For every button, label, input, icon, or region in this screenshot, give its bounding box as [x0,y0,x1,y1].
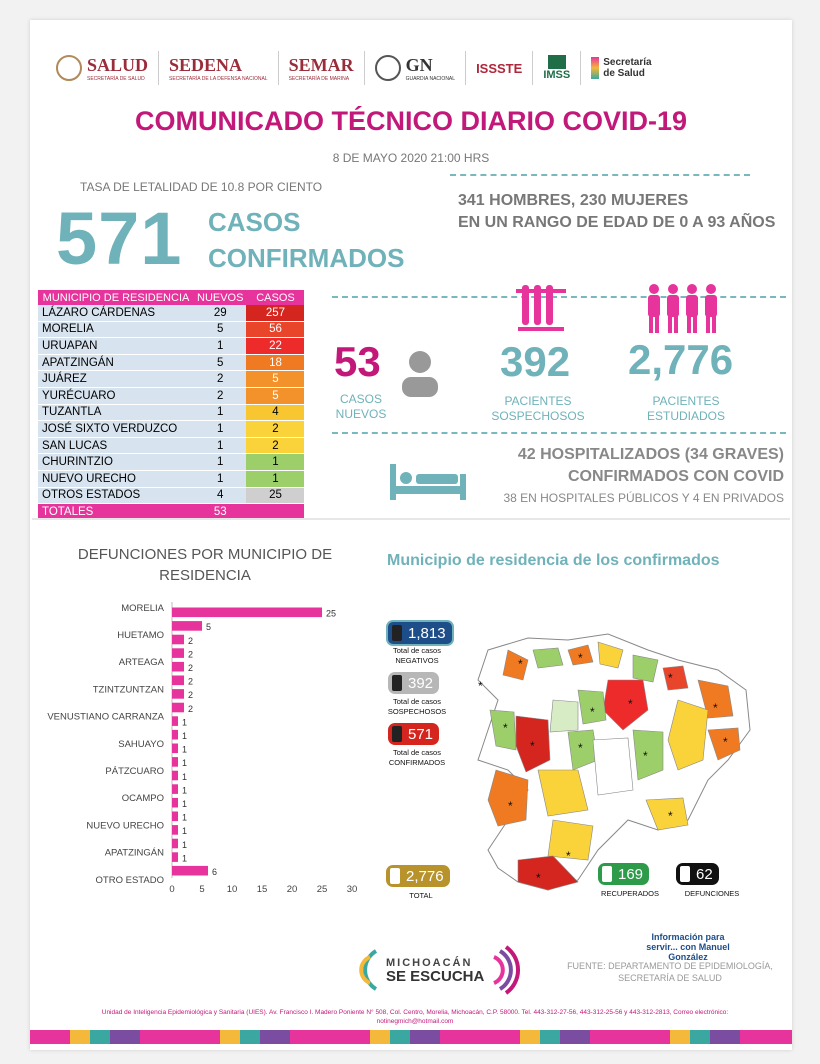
municipio-cell: SAN LUCAS [38,437,194,454]
logos-row [46,48,776,88]
category-label: PÁTZCUARO [105,766,164,777]
studied-label: PACIENTES ESTUDIADOS [646,394,725,423]
nuevos-cell: 29 [194,305,246,321]
bar-value-label: 2 [188,649,194,660]
suspected-badge: 392 [388,672,439,694]
bar [172,662,184,672]
deaths-badge: 62 [676,863,719,885]
category-label: APATZINGÁN [104,847,164,859]
x-tick-label: 10 [226,884,238,895]
new-cases-label: CASOS NUEVOS [335,392,387,421]
casos-cell: 5 [246,387,304,404]
svg-text:*: * [713,701,718,715]
municipio-cell: OTROS ESTADOS [38,487,194,504]
table-header [38,290,304,305]
bar-value-label: 1 [182,785,188,796]
divider [450,174,750,176]
person-icon [392,625,402,641]
bar-value-label: 1 [182,839,188,850]
bar [172,716,178,726]
bar-value-label: 5 [206,622,212,633]
test-tubes-icon [514,283,568,333]
casos-cell: 257 [246,305,304,321]
confirmed-count: 571 [56,197,183,280]
hospitalized-text: 42 HOSPITALIZADOS (34 GRAVES) CONFIRMADOS CON COVID [517,446,784,485]
watermark-text: Información para servir... con Manuel González [646,932,730,962]
bar [172,825,178,835]
nuevos-cell: 5 [194,321,246,338]
secretaria-logo: Secretaría de Salud [581,51,669,85]
casos-cell: 1 [246,470,304,487]
person-icon [392,675,402,691]
bar-value-label: 2 [188,663,194,673]
tasa-letalidad: TASA DE LETALIDAD DE 10.8 POR CIENTO [80,180,323,194]
deaths-label: DEFUNCIONES [684,889,740,898]
nuevos-cell: 2 [194,371,246,388]
imss-logo: IMSS [533,51,581,85]
header-casos: CASOS [246,290,304,305]
table-row [38,487,304,504]
municipio-cell: YURÉCUARO [38,387,194,404]
people-icon [602,866,612,882]
x-tick-label: 5 [199,884,205,895]
deaths-chart-title: DEFUNCIONES POR MUNICIPIO DE RESIDENCIA [77,546,333,584]
bar-value-label: 1 [182,799,188,809]
svg-text:*: * [503,721,508,735]
table-row [38,371,304,388]
divider [332,432,786,434]
municipio-cell: APATZINGÁN [38,354,194,371]
casos-cell: 25 [246,487,304,504]
bar-value-label: 1 [182,853,188,864]
svg-text:*: * [530,739,535,753]
category-label: HUETAMO [117,630,164,641]
person-icon [398,348,444,398]
category-label: OTRO ESTADO [95,874,164,886]
confirmed-badge: 571 [388,723,439,745]
bar [172,608,322,618]
deaths-bar-chart [30,598,370,928]
svg-text:*: * [628,697,633,711]
sedena-logo: SEDENA SECRETARÍA DE LA DEFENSA NACIONAL [159,51,279,85]
bar [172,839,178,849]
bar-value-label: 2 [188,635,194,646]
casos-cell: 18 [246,354,304,371]
semar-logo: SEMAR SECRETARÍA DE MARINA [279,51,365,85]
person-icon [680,866,690,882]
michoacan-se-escucha-logo: MICHOACÁN SE ESCUCHA [352,945,524,995]
svg-text:*: * [478,679,483,693]
bar [172,730,178,740]
color-stripe [30,1030,792,1044]
confirmed-map-label: Total de casos CONFIRMADOS [388,748,446,767]
table-row [38,437,304,454]
category-label: ARTEAGA [118,657,164,669]
svg-text:*: * [508,799,513,813]
negatives-badge: 1,813 [386,620,454,646]
nuevos-cell: 1 [194,454,246,471]
bar [172,771,178,781]
x-tick-label: 25 [316,884,328,895]
x-tick-label: 20 [286,884,298,895]
bar-value-label: 2 [188,676,194,687]
table-row [38,305,304,321]
studied-count: 2,776 [628,336,734,383]
bar-value-label: 1 [182,717,188,728]
total-nuevos: 53 [194,504,246,521]
bar [172,621,202,631]
infographic-page [30,20,792,1050]
category-label: NUEVO URECHO [86,820,164,832]
casos-cell: 2 [246,437,304,454]
casos-cell: 56 [246,321,304,338]
bar-value-label: 1 [182,812,188,823]
recovered-label: RECUPERADOS [601,889,659,898]
cases-by-municipality-table [38,290,304,521]
casos-cell: 5 [246,371,304,388]
category-label: TZINTZUNTZAN [92,684,164,696]
table-row [38,404,304,421]
bar [172,812,178,822]
total-badge: 2,776 [386,865,450,887]
svg-text:*: * [518,657,523,671]
svg-text:*: * [723,735,728,749]
demographics-text: 341 HOMBRES, 230 MUJERES EN UN RANGO DE EDAD DE 0 A 93 AÑOS [458,192,776,231]
header-nuevos: NUEVOS [194,290,246,305]
bar-value-label: 1 [182,731,188,741]
recovered-badge: 169 [598,863,649,885]
total-label: TOTALES [38,504,194,521]
bar [172,798,178,808]
casos-cell: 22 [246,338,304,355]
bar-value-label: 2 [188,690,194,701]
svg-text:*: * [566,849,571,863]
bar [172,703,184,713]
municipio-cell: TUZANTLA [38,404,194,421]
nuevos-cell: 5 [194,354,246,371]
svg-text:*: * [536,871,541,885]
nuevos-cell: 4 [194,487,246,504]
casos-cell: 1 [246,454,304,471]
nuevos-cell: 1 [194,421,246,438]
total-label: TOTAL [409,891,433,900]
nuevos-cell: 1 [194,338,246,355]
category-label: VENUSTIANO CARRANZA [47,711,164,723]
people-group-icon [644,283,724,335]
x-tick-label: 15 [256,884,268,895]
category-label: OCAMPO [121,793,164,805]
table-row [38,470,304,487]
municipio-cell: CHURINTZIO [38,454,194,471]
municipio-cell: MORELIA [38,321,194,338]
table-row [38,387,304,404]
bar [172,744,178,754]
bar [172,784,178,794]
bar-value-label: 2 [188,703,194,714]
x-tick-label: 30 [346,884,358,895]
municipio-cell: JUÁREZ [38,371,194,388]
bar-value-label: 1 [182,826,188,837]
issste-logo: ISSSTE [466,51,533,85]
new-cases-count: 53 [334,338,381,385]
bar-value-label: 1 [182,744,188,755]
category-label: SAHUAYO [118,738,164,750]
suspected-map-label: Total de casos SOSPECHOSOS [387,697,447,716]
nuevos-cell: 1 [194,437,246,454]
bar [172,757,178,767]
suspected-count: 392 [500,338,571,385]
svg-text:*: * [578,741,583,755]
negatives-label: Total de casos NEGATIVOS [393,646,441,665]
bar [172,852,178,862]
people-icon [390,868,400,884]
sound-waves-left-icon [352,945,382,995]
bar-value-label: 6 [212,867,218,877]
bar-value-label: 25 [326,608,337,619]
casos-cell: 4 [246,404,304,421]
bar [172,676,184,686]
hospitals-breakdown: 38 EN HOSPITALES PÚBLICOS Y 4 EN PRIVADOS [503,491,784,505]
person-icon [392,726,402,742]
svg-text:*: * [590,705,595,719]
municipio-cell: LÁZARO CÁRDENAS [38,305,194,321]
table-row [38,321,304,338]
salud-logo: SALUD SECRETARÍA DE SALUD [46,51,159,85]
municipio-cell: URUAPAN [38,338,194,355]
suspected-label: PACIENTES SOSPECHOSOS [491,394,585,423]
sound-waves-right-icon [488,945,524,995]
table-row [38,421,304,438]
svg-text:*: * [668,809,673,823]
category-label: MORELIA [121,602,164,614]
bar [172,866,208,876]
source-text: FUENTE: DEPARTAMENTO DE EPIDEMIOLOGÍA, SECRETARÍA DE SALUD [567,961,773,983]
table-row [38,338,304,355]
confirmed-label: CASOS CONFIRMADOS [208,207,405,273]
municipio-cell: JOSÉ SIXTO VERDUZCO [38,421,194,438]
casos-cell: 2 [246,421,304,438]
nuevos-cell: 1 [194,470,246,487]
svg-text:*: * [578,651,583,665]
map-title: Municipio de residencia de los confirmados [387,552,720,569]
bar [172,648,184,658]
bar [172,635,184,645]
page-title: COMUNICADO TÉCNICO DIARIO COVID-19 [134,106,688,136]
table-row [38,354,304,371]
nuevos-cell: 1 [194,404,246,421]
nuevos-cell: 2 [194,387,246,404]
gn-logo: GN GUARDIA NACIONAL [365,51,466,85]
report-date: 8 DE MAYO 2020 21:00 HRS [332,151,490,165]
bar [172,689,184,699]
address-footer: Unidad de Inteligencia Epidemiológica y Sanitaria (UIES). Av. Francisco I. Madero Poniente N° 508, Col. Centro, Morelia, Michoacán, C.P. 58000. Tel. 443-312-27-56, 443-312-25-56 y 443-312-2813, Correo electrónico: notinegmich@hotmail.com [101,1009,729,1025]
svg-text:*: * [643,749,648,763]
header-municipio: MUNICIPIO DE RESIDENCIA [38,290,194,305]
municipio-cell: NUEVO URECHO [38,470,194,487]
hospital-bed-icon [390,460,468,502]
x-tick-label: 0 [169,884,175,895]
bar-value-label: 1 [182,771,188,782]
table-row [38,454,304,471]
svg-text:*: * [668,671,673,685]
bar-value-label: 1 [182,758,188,769]
